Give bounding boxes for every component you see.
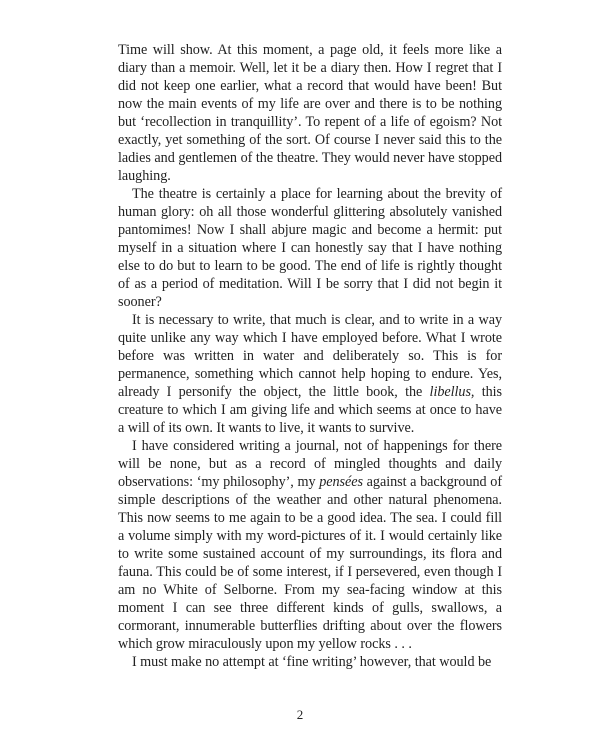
paragraph-1 [118, 41, 502, 185]
paragraph-4-italic-pensees: pensées [319, 474, 363, 490]
paragraph-3-text-a: It is necessary to write, that much is clear, and to write in a way quite unlike any way which I have employed before. What I wrote before was written in water and deliberately so. This is for permanence, something which cannot help hoping to endure. Yes, already I personify the object, the little book, the [118, 312, 502, 400]
body-text [118, 41, 502, 671]
paragraph-4-text-b: against a background of simple descriptions of the weather and other natural phenomena. This now seems to me again to be a good idea. The sea. I could fill a volume simply with my word-pictures of it. I would certainly like to write some sustained account of my surroundings, its flora and fauna. This could be of some interest, if I persevered, even though I am no White of Selborne. From my sea-facing window at this moment I can see three different kinds of gulls, swallows, a cormorant, innumerable butterflies drifting about over the flowers which grow miraculously upon my yellow rocks . . . [118, 474, 502, 652]
paragraph-4 [118, 437, 502, 653]
paragraph-5 [118, 653, 502, 671]
paragraph-4-text-a: I have considered writing a journal, not of happenings for there will be none, but as a record of mingled thoughts and daily observations: ‘my philosophy’, my [118, 438, 502, 490]
paragraph-3-italic-libellus: libellus, [429, 384, 475, 400]
page-number: 2 [296, 707, 304, 722]
paragraph-2-text: The theatre is certainly a place for learning about the brevity of human glory: oh all those wonderful glittering absolutely vanished pantomimes! Now I shall abjure magic and become a hermit: put myself in a situation where I can honestly say that I have nothing else to do but to learn to be good. The end of life is rightly thought of as a period of meditation. Will I be sorry that I did not begin it sooner? [118, 186, 502, 310]
paragraph-3 [118, 311, 502, 437]
paragraph-1-text: Time will show. At this moment, a page old, it feels more like a diary than a memoir. Well, let it be a diary then. How I regret that I did not keep one earlier, what a record that would have been! But now the main events of my life are over and there is to be nothing but ‘recollection in tranquillity’. To repent of a life of egoism? Not exactly, yet something of the sort. Of course I never said this to the ladies and gentlemen of the theatre. They would never have stopped laughing. [118, 42, 502, 184]
paragraph-3-text-b: this creature to which I am giving life and which seems at once to have a will of its own. It wants to live, it wants to survive. [118, 384, 503, 436]
paragraph-5-text: I must make no attempt at ‘fine writing’ however, that would be [132, 654, 492, 670]
paragraph-2 [118, 185, 502, 311]
